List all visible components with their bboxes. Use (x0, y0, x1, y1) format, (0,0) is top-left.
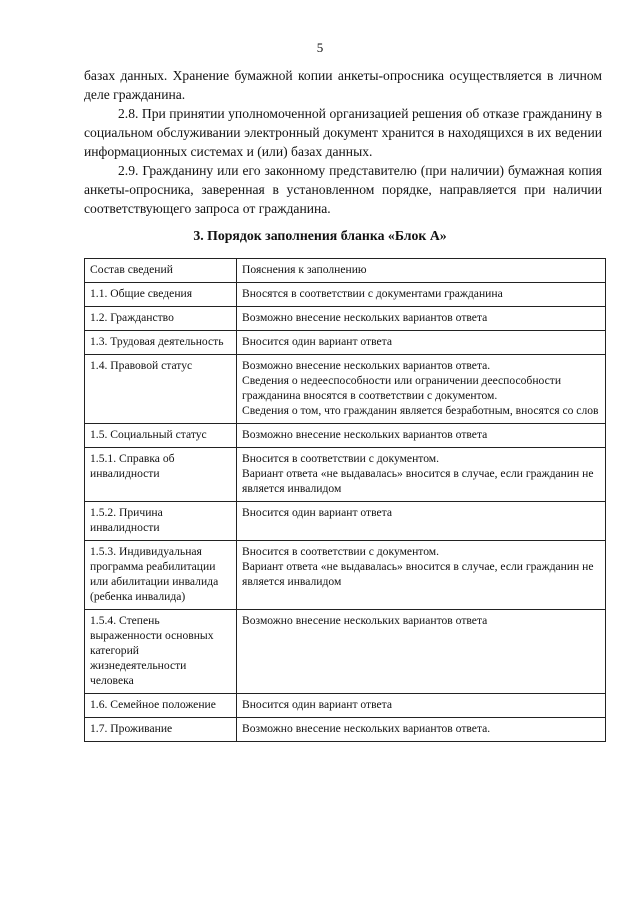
table-header-cell: Состав сведений (85, 259, 237, 283)
table-row (85, 502, 606, 541)
note-cell (237, 694, 606, 718)
paragraph: базах данных. Хранение бумажной копии анкеты-опросника осуществляется в личном деле гражданина. (84, 68, 602, 102)
note-line: Возможно внесение нескольких вариантов ответа (242, 428, 488, 441)
note-line: Вносится в соответствии с документом. (242, 452, 440, 465)
item-cell: 1.3. Трудовая деятельность (85, 331, 237, 355)
note-line: Вносятся в соответствии с документами гражданина (242, 287, 503, 300)
note-cell (237, 541, 606, 610)
note-cell (237, 448, 606, 502)
table-row (85, 694, 606, 718)
item-cell: 1.6. Семейное положение (85, 694, 237, 718)
note-line: Возможно внесение нескольких вариантов ответа. (242, 722, 491, 735)
table-row (85, 424, 606, 448)
note-line: Возможно внесение нескольких вариантов ответа (242, 614, 488, 627)
note-line: Вносится в соответствии с документом. (242, 545, 440, 558)
note-line: Вносится один вариант ответа (242, 335, 393, 348)
table-row (85, 718, 606, 742)
note-cell (237, 355, 606, 424)
note-cell (237, 502, 606, 541)
note-line: Возможно внесение нескольких вариантов ответа. (242, 359, 491, 372)
table-header-cell: Пояснения к заполнению (237, 259, 606, 283)
table-row (85, 610, 606, 694)
table-body (85, 283, 606, 742)
note-line: Сведения о недееспособности или ограничении дееспособности гражданина вносятся в соответствии с документом. (242, 374, 562, 402)
table-row (85, 448, 606, 502)
note-line: Вносится один вариант ответа (242, 698, 393, 711)
page-number: 5 (316, 40, 324, 55)
note-line: Вносится один вариант ответа (242, 506, 393, 519)
section-title: 3. Порядок заполнения бланка «Блок А» (193, 228, 447, 243)
table-row (85, 331, 606, 355)
body-text (84, 66, 602, 218)
item-cell: 1.1. Общие сведения (85, 283, 237, 307)
item-cell: 1.2. Гражданство (85, 307, 237, 331)
note-line: Вариант ответа «не выдавалась» вносится в случае, если гражданин не является инвалидом (242, 467, 594, 495)
item-cell: 1.4. Правовой статус (85, 355, 237, 424)
table-row (85, 283, 606, 307)
filling-rules-table (84, 258, 606, 742)
item-cell: 1.5.4. Степень выраженности основных категорий жизнедеятельности человека (85, 610, 237, 694)
table-row (85, 355, 606, 424)
note-line: Возможно внесение нескольких вариантов ответа (242, 311, 488, 324)
item-cell: 1.5.3. Индивидуальная программа реабилитации или абилитации инвалида (ребенка инвалида) (85, 541, 237, 610)
item-cell: 1.5. Социальный статус (85, 424, 237, 448)
note-line: Вариант ответа «не выдавалась» вносится в случае, если гражданин не является инвалидом (242, 560, 594, 588)
table-row (85, 307, 606, 331)
note-cell (237, 307, 606, 331)
note-cell (237, 424, 606, 448)
paragraph-2-8: 2.8. При принятии уполномоченной организацией решения об отказе гражданину в социальном обслуживании электронный документ хранится в находящихся в их ведении информационных системах и (или) базах данных. (84, 106, 602, 159)
paragraph-2-9: 2.9. Гражданину или его законному представителю (при наличии) бумажная копия анкеты-опросника, заверенная в установленном порядке, направляется при наличии соответствующего запроса от гражданина. (84, 163, 602, 216)
note-cell (237, 718, 606, 742)
note-cell (237, 610, 606, 694)
table-header-row (85, 259, 606, 283)
table-row (85, 541, 606, 610)
note-cell (237, 331, 606, 355)
item-cell: 1.7. Проживание (85, 718, 237, 742)
item-cell: 1.5.1. Справка об инвалидности (85, 448, 237, 502)
note-cell (237, 283, 606, 307)
note-line: Сведения о том, что гражданин является безработным, вносятся со слов (242, 404, 599, 417)
item-cell: 1.5.2. Причина инвалидности (85, 502, 237, 541)
